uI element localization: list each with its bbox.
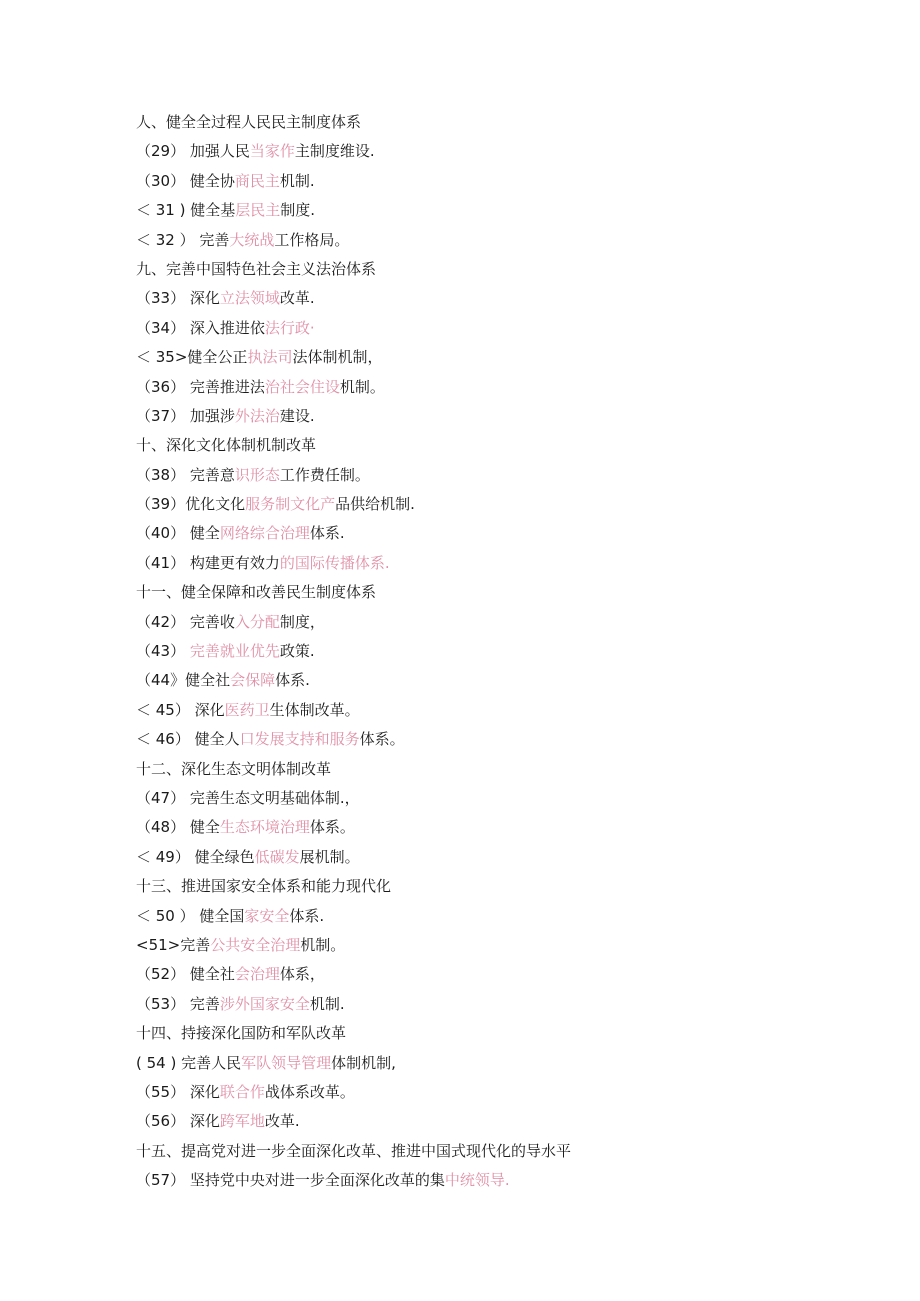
text-segment: 九、完善中国特色社会主义法治体系 [136, 259, 377, 278]
highlighted-text: 的国际传播体系. [279, 553, 390, 572]
highlighted-text: 层民主 [235, 201, 281, 220]
highlighted-text: 会保障 [230, 671, 276, 690]
outline-item [136, 1049, 836, 1078]
text-segment: 主制度维设. [294, 142, 375, 161]
text-segment: ＜ 35>健全公正 [136, 348, 248, 367]
outline-list [136, 108, 836, 1195]
outline-item [136, 461, 836, 490]
outline-item [136, 666, 836, 695]
text-segment: <51>完善 [136, 935, 211, 954]
highlighted-text: 商民主 [234, 171, 280, 190]
text-segment: 战体系改革。 [264, 1082, 355, 1101]
text-segment: ＜ 32 ） 完善 [136, 230, 230, 249]
text-segment: 建设. [279, 406, 315, 425]
text-segment: 品供给机制. [335, 495, 415, 514]
text-segment: 体系. [275, 671, 310, 690]
text-segment: 生体制改革。 [269, 700, 360, 719]
text-segment: 十三、推进国家安全体系和能力现代化 [136, 877, 392, 896]
outline-item [136, 902, 836, 931]
highlighted-text: 中统领导. [444, 1171, 510, 1190]
highlighted-text: 会治理 [234, 965, 280, 984]
section-heading [136, 578, 836, 607]
text-segment: 制度. [280, 201, 316, 220]
text-segment: （39）优化文化 [136, 495, 246, 514]
text-segment: 机制. [279, 171, 315, 190]
outline-item [136, 137, 836, 166]
text-segment: （40） 健全 [136, 524, 220, 543]
highlighted-text: 家安全 [244, 906, 290, 925]
outline-item [136, 725, 836, 754]
section-heading [136, 108, 836, 137]
text-segment: 展机制。 [299, 847, 360, 866]
highlighted-text: 军队领导管理 [241, 1053, 332, 1072]
outline-item [136, 314, 836, 343]
text-segment: 体制机制, [331, 1053, 396, 1072]
outline-item [136, 402, 836, 431]
text-segment: ＜ 46） 健全人 [136, 730, 240, 749]
text-segment: （38） 完善意 [136, 465, 235, 484]
text-segment: 法体制机制， [292, 348, 383, 367]
outline-item [136, 931, 836, 960]
outline-item [136, 960, 836, 989]
text-segment: ＜ 31 ) 健全基 [136, 201, 236, 220]
section-heading [136, 1019, 836, 1048]
text-segment: （42） 完善收 [136, 612, 235, 631]
text-segment: （44》健全社 [136, 671, 231, 690]
outline-item [136, 490, 836, 519]
highlighted-text: 网络综合治理 [219, 524, 310, 543]
text-segment: 人、健全全过程人民民主制度体系 [136, 113, 362, 131]
outline-item [136, 608, 836, 637]
text-segment: 工作费任制。 [279, 465, 370, 484]
text-segment: （57） 坚持党中央对进一步全面深化改革的集 [136, 1171, 445, 1190]
text-segment: （48） 健全 [136, 818, 220, 837]
section-heading [136, 431, 836, 460]
highlighted-text: 跨军地 [219, 1112, 265, 1131]
outline-item [136, 784, 836, 813]
text-segment: （30） 健全协 [136, 171, 235, 190]
outline-item [136, 343, 836, 372]
outline-item [136, 167, 836, 196]
text-segment: 制度， [279, 612, 325, 631]
highlighted-text: 外法治 [234, 406, 280, 425]
highlighted-text: 低碳发 [254, 847, 300, 866]
outline-item [136, 813, 836, 842]
text-segment: 十二、深化生态文明体制改革 [136, 759, 332, 778]
text-segment: 体系。 [309, 818, 355, 837]
text-segment: 改革. [279, 289, 315, 308]
text-segment: （55） 深化 [136, 1082, 220, 1101]
text-segment: （47） 完善生态文明基础体制.， [136, 788, 360, 807]
text-segment: （43） [136, 642, 190, 661]
highlighted-text: 医药卫 [224, 700, 270, 719]
highlighted-text: 口发展支持和服务 [239, 730, 360, 749]
highlighted-text: 立法领域 [219, 289, 280, 308]
text-segment: （29） 加强人民 [136, 142, 250, 161]
outline-item [136, 1166, 836, 1195]
highlighted-text: 联合作 [219, 1082, 265, 1101]
outline-item [136, 519, 836, 548]
text-segment: ＜ 49） 健全绿色 [136, 847, 255, 866]
text-segment: 体系. [309, 524, 345, 543]
text-segment: 工作格局。 [274, 230, 350, 249]
section-heading [136, 1137, 836, 1166]
text-segment: 机制。 [339, 377, 385, 396]
text-segment: （34） 深入推进依 [136, 318, 265, 337]
outline-item [136, 843, 836, 872]
text-segment: （52） 健全社 [136, 965, 235, 984]
outline-item [136, 226, 836, 255]
highlighted-text: 入分配 [234, 612, 280, 631]
text-segment: （41） 构建更有效力 [136, 553, 280, 572]
text-segment: ( 54 ) 完善人民 [136, 1053, 242, 1072]
text-segment: 体系。 [359, 730, 405, 749]
highlighted-text: 治社会住设 [264, 377, 340, 396]
highlighted-text: 当家作 [249, 142, 295, 161]
highlighted-text: 公共安全治理 [210, 935, 301, 954]
highlighted-text: 生态环境治理 [219, 818, 310, 837]
text-segment: （53） 完善 [136, 994, 220, 1013]
text-segment: （56） 深化 [136, 1112, 220, 1131]
outline-item [136, 549, 836, 578]
text-segment: 改革. [264, 1112, 300, 1131]
outline-item [136, 696, 836, 725]
outline-item [136, 637, 836, 666]
highlighted-text: 执法司 [247, 348, 293, 367]
text-segment: 十四、持接深化国防和军队改革 [136, 1024, 347, 1043]
section-heading [136, 255, 836, 284]
text-segment: 机制。 [300, 935, 346, 954]
highlighted-text: 服务制文化产 [245, 495, 336, 514]
text-segment: （36） 完善推进法 [136, 377, 265, 396]
section-heading [136, 872, 836, 901]
text-segment: 机制. [309, 994, 345, 1013]
text-segment: 十五、提高党对进一步全面深化改革、推进中国式现代化的导水平 [136, 1141, 572, 1160]
outline-item [136, 284, 836, 313]
outline-item [136, 373, 836, 402]
highlighted-text: 大统战 [229, 230, 275, 249]
text-segment: 十、深化文化体制机制改革 [136, 436, 317, 455]
highlighted-text: 识形态 [234, 465, 280, 484]
highlighted-text: 涉外国家安全 [219, 994, 310, 1013]
text-segment: 体系. [289, 906, 325, 925]
text-segment: 政策. [279, 642, 315, 661]
text-segment: ＜ 50 ） 健全国 [136, 906, 245, 925]
outline-item [136, 196, 836, 225]
highlighted-text: 完善就业优先 [189, 642, 280, 661]
outline-item [136, 1078, 836, 1107]
outline-item [136, 1107, 836, 1136]
highlighted-text: 法行政· [264, 318, 315, 337]
text-segment: （37） 加强涉 [136, 406, 235, 425]
section-heading [136, 755, 836, 784]
outline-item [136, 990, 836, 1019]
text-segment: ＜ 45） 深化 [136, 700, 225, 719]
text-segment: 体系， [279, 965, 325, 984]
text-segment: 十一、健全保障和改善民生制度体系 [136, 583, 377, 602]
text-segment: （33） 深化 [136, 289, 220, 308]
